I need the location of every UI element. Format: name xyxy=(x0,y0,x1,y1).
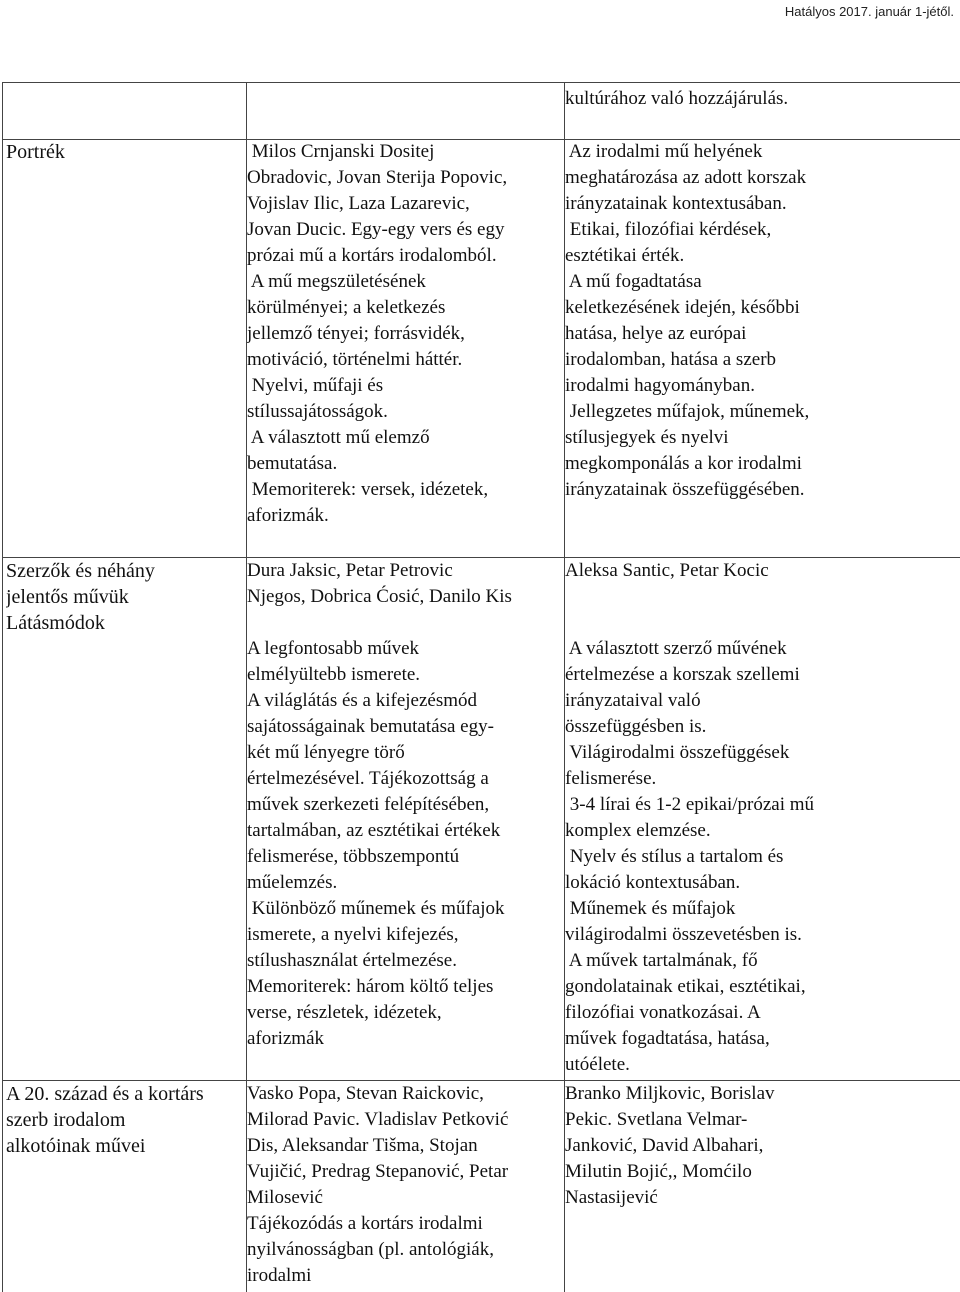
row-0-outcome: kultúrához való hozzájárulás. xyxy=(565,88,789,109)
table-row xyxy=(3,1080,960,1292)
row-1-content: Milos Crnjanski Dositej Obradovic, Jovan Sterija Popovic, Vojislav Ilic, Laza Lazarevic, Jovan Ducic. Egy-egy vers és egy prózai mű a kortárs irodalomból. A mű megszületésének körülményei; a keletkezés jellemző tényei; forrásvidék, motiváció, történelmi háttér. Nyelvi, műfaji és stílussajátosságok. A választott mű elemző bemutatása. Memoriterek: versek, idézetek, aforizmák. xyxy=(247,141,508,526)
table-row xyxy=(3,557,960,1080)
row-3-outcome: Branko Miljkovic, Borislav Pekic. Svetlana Velmar- Janković, David Albahari, Milutin Bojić,, Momćilo Nastasijević xyxy=(565,1083,775,1208)
row-2-topic: Szerzők és néhány jelentős művük Látásmódok xyxy=(6,560,155,634)
row-2-outcome: Aleksa Santic, Petar Kocic A választott szerző művének értelmezése a korszak szellemi irányzataival való összefüggésben is. Világirodalmi összefüggések felismerése. 3-4 lírai és 1-2 epikai/prózai mű komplex elemzése. Nyelv és stílus a tartalom és lokáció kontextusában. Műnemek és műfajok világirodalmi összevetésben is. A művek tartalmának, fő gondolatainak etikai, esztétikai, filozófiai vonatkozásai. A művek fogadtatása, hatása, utóélete. xyxy=(565,560,815,1075)
row-1-topic: Portrék xyxy=(6,141,65,163)
table-row xyxy=(3,139,960,557)
row-3-topic: A 20. század és a kortárs szerb irodalom alkotóinak művei xyxy=(6,1083,204,1157)
curriculum-table xyxy=(2,82,960,1292)
effective-date-note: Hatályos 2017. január 1-jétől. xyxy=(784,4,954,19)
row-2-content: Dura Jaksic, Petar Petrovic Njegos, Dobrica Ćosić, Danilo Kis A legfontosabb művek elmélyültebb ismerete. A világlátás és a kifejezésmód sajátosságainak bemutatása egy- két mű lényegre törő értelmezésével. Tájékozottság a művek szerkezeti felépítésében, tartalmában, az esztétikai értékek felismerése, többszempontú műelemzés. Különböző műnemek és műfajok ismerete, a nyelvi kifejezés, stílushasználat értelmezése. Memoriterek: három költő teljes verse, részletek, idézetek, aforizmák xyxy=(247,560,512,1049)
row-1-outcome: Az irodalmi mű helyének meghatározása az adott korszak irányzatainak kontextusában. Etikai, filozófiai kérdések, esztétikai érték. A mű fogadtatása keletkezésének idején, későbbi hatása, helye az európai irodalomban, hatása a szerb irodalmi hagyományban. Jellegzetes műfajok, műnemek, stílusjegyek és nyelvi megkomponálás a kor irodalmi irányzatainak összefüggésében. xyxy=(565,141,810,500)
table-row xyxy=(3,83,960,139)
row-3-content: Vasko Popa, Stevan Raickovic, Milorad Pavic. Vladislav Petković Dis, Aleksandar Tišma, Stojan Vujičić, Predrag Stepanović, Petar Milosević Tájékozódás a kortárs irodalmi nyilvánosságban (pl. antológiák, irodalmi xyxy=(247,1083,509,1286)
